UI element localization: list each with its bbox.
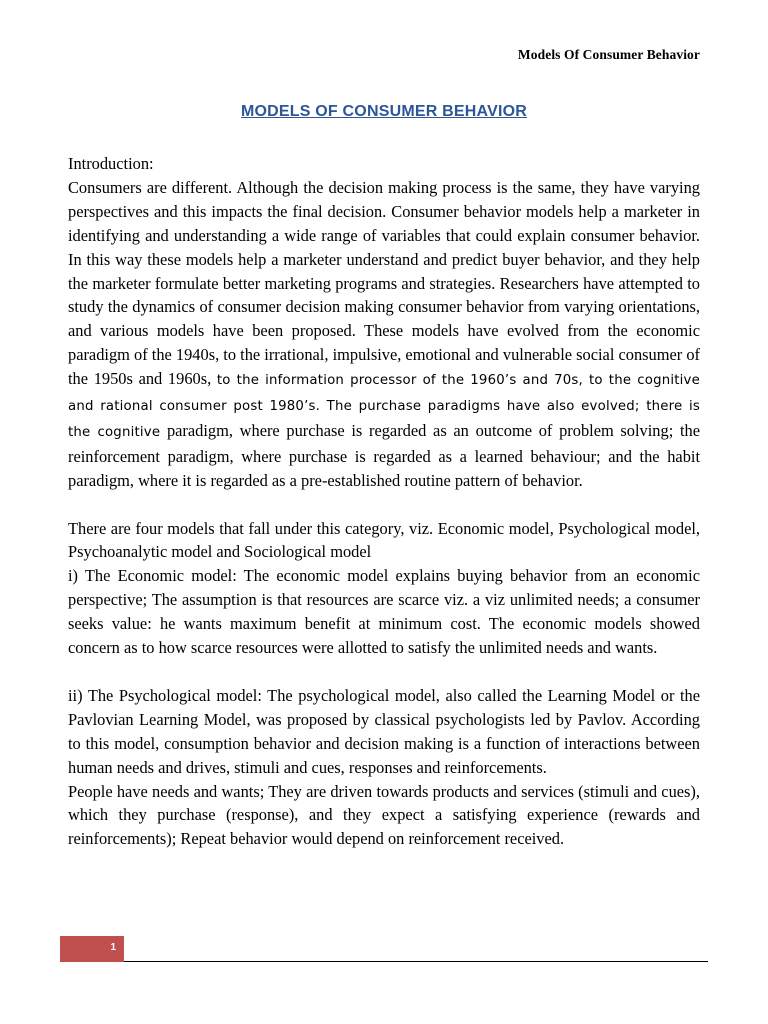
page-number-box [60,936,124,962]
psychological-model-paragraph: ii) The Psychological model: The psychological model, also called the Learning Model or the Pavlovian Learning Model, was proposed by classical psychologists led by Pavlov. According to this model, consumption behavior and decision making is a function of interactions between human needs and drives, stimuli and cues, responses and reinforcements. [68,685,700,777]
paragraph-gap [68,493,700,517]
paragraph-gap [68,660,700,684]
intro-paragraph [68,176,700,493]
intro-text-part-3: paradigm, where purchase is regarded as an outcome of problem solving; the reinforcement paradigm, where purchase is regarded as a learned behaviour; and the habit paradigm, where it is regarded as a pre-established routine pattern of behavior. [68,420,700,490]
document-body [68,152,700,851]
intro-text-part-2: to the information processor of the 1960’s and 70s, to the cognitive and rational consumer post 1980’s. The purchase paradigms have also evolved; there is the cognitive [68,373,700,440]
page-title: MODELS OF CONSUMER BEHAVIOR [240,103,527,120]
running-header: Models Of Consumer Behavior [517,47,700,62]
models-intro-paragraph: There are four models that fall under this category, viz. Economic model, Psychological model, Psychoanalytic model and Sociological model [68,518,700,562]
intro-heading: Introduction: [68,154,154,173]
economic-model-paragraph: i) The Economic model: The economic model explains buying behavior from an economic perspective; The assumption is that resources are scarce viz. a viz unlimited needs; a consumer seeks value: he wants maximum benefit at minimum cost. The economic models showed concern as to how scarce resources were allotted to satisfy the unlimited needs and wants. [68,566,700,658]
needs-paragraph: People have needs and wants; They are driven towards products and services (stimuli and cues), which they purchase (response), and they expect a satisfying experience (rewards and reinforcements); Repeat behavior would depend on reinforcement received. [68,781,700,849]
intro-text-part-1: Consumers are different. Although the decision making process is the same, they have varying perspectives and this impacts the final decision. Consumer behavior models help a marketer in identifying and understanding a wide range of variables that could explain consumer behavior. In this way these models help a marketer understand and predict buyer behavior, and they help the marketer formulate better marketing programs and strategies. Researchers have attempted to study the dynamics of consumer decision making consumer behavior from varying orientations, and various models have been proposed. These models have evolved from the economic paradigm of the 1940s, to the irrational, impulsive, emotional and vulnerable social consumer of the 1950s and 1960s, [68,177,700,389]
footer-rule [124,961,708,962]
page-number: 1 [110,942,116,953]
